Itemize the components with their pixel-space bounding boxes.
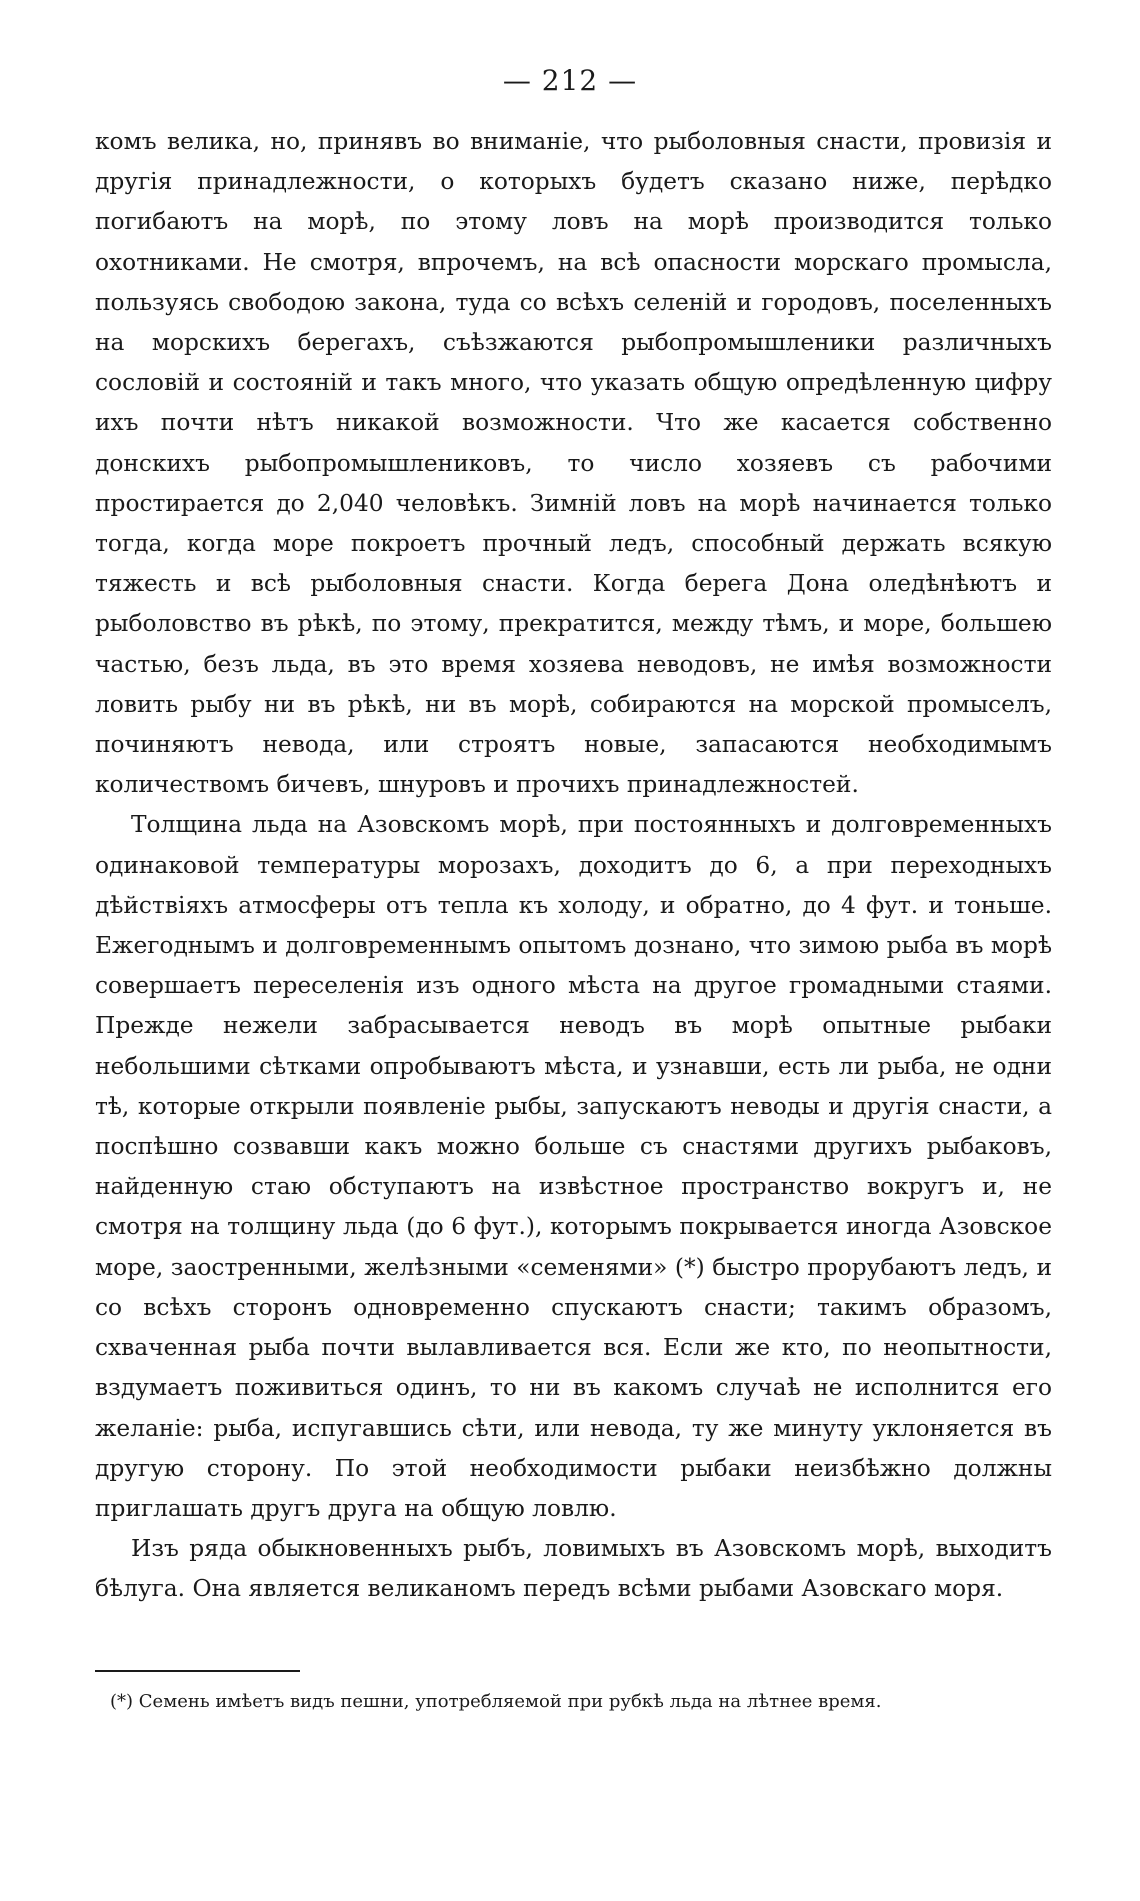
- body-text: [95, 122, 1052, 1610]
- paragraph-3: Изъ ряда обыкновенныхъ рыбъ, ловимыхъ въ Азовскомъ морѣ, выходитъ бѣлуга. Она является великаномъ передъ всѣми рыбами Азовскаго моря.: [95, 1535, 1052, 1603]
- footnote-divider: [95, 1670, 300, 1672]
- page-number: — 212 —: [502, 64, 638, 97]
- footnote: (*) Семень имѣетъ видъ пешни, употребляемой при рубкѣ льда на лѣтнее время.: [110, 1691, 882, 1712]
- paragraph-2: Толщина льда на Азовскомъ морѣ, при постоянныхъ и долговременныхъ одинаковой температуры морозахъ, доходитъ до 6, а при переходныхъ дѣйствіяхъ атмосферы отъ тепла къ холоду, и обратно, до 4 фут. и тоньше. Ежегоднымъ и долговременнымъ опытомъ дознано, что зимою рыба въ морѣ совершаетъ переселенія изъ одного мѣста на другое громадными стаями. Прежде нежели забрасывается неводъ въ морѣ опытные рыбаки небольшими сѣтками опробываютъ мѣста, и узнавши, есть ли рыба, не одни тѣ, которые открыли появленіе рыбы, запускаютъ неводы и другія снасти, а поспѣшно созвавши какъ можно больше съ снастями другихъ рыбаковъ, найденную стаю обступаютъ на извѣстное пространство вокругъ и, не смотря на толщину льда (до 6 фут.), которымъ покрывается иногда Азовское море, заостренными, желѣзными «семенями» (*) быстро прорубаютъ ледъ, и со всѣхъ сторонъ одновременно спускаютъ снасти; такимъ образомъ, схваченная рыба почти вылавливается вся. Если же кто, по неопытности, вздумаетъ поживиться одинъ, то ни въ какомъ случаѣ не исполнится его желаніе: рыба, испугавшись сѣти, или невода, ту же минуту уклоняется въ другую сторону. По этой необходимости рыбаки неизбѣжно должны приглашать другъ друга на общую ловлю.: [95, 811, 1052, 1522]
- paragraph-1: комъ велика, но, принявъ во вниманіе, что рыболовныя снасти, провизія и другія принадлежности, о которыхъ будетъ сказано ниже, перѣдко погибаютъ на морѣ, по этому ловъ на морѣ производится только охотниками. Не смотря, впрочемъ, на всѣ опасности морскаго промысла, пользуясь свободою закона, туда со всѣхъ селеній и городовъ, поселенныхъ на морскихъ берегахъ, съѣзжаются рыбопромышленики различныхъ сословій и состояній и такъ много, что указать общую опредѣленную цифру ихъ почти нѣтъ никакой возможности. Что же касается собственно донскихъ рыбопромышлениковъ, то число хозяевъ съ рабочими простирается до 2,040 человѣкъ. Зимній ловъ на морѣ начинается только тогда, когда море покроетъ прочный ледъ, способный держать всякую тяжесть и всѣ рыболовныя снасти. Когда берега Дона оледѣнѣютъ и рыболовство въ рѣкѣ, по этому, прекратится, между тѣмъ, и море, большею частью, безъ льда, въ это время хозяева неводовъ, не имѣя возможности ловить рыбу ни въ рѣкѣ, ни въ морѣ, собираются на морской промыселъ, починяютъ невода, или строятъ новые, запасаются необходимымъ количествомъ бичевъ, шнуровъ и прочихъ принадлежностей.: [95, 128, 1052, 799]
